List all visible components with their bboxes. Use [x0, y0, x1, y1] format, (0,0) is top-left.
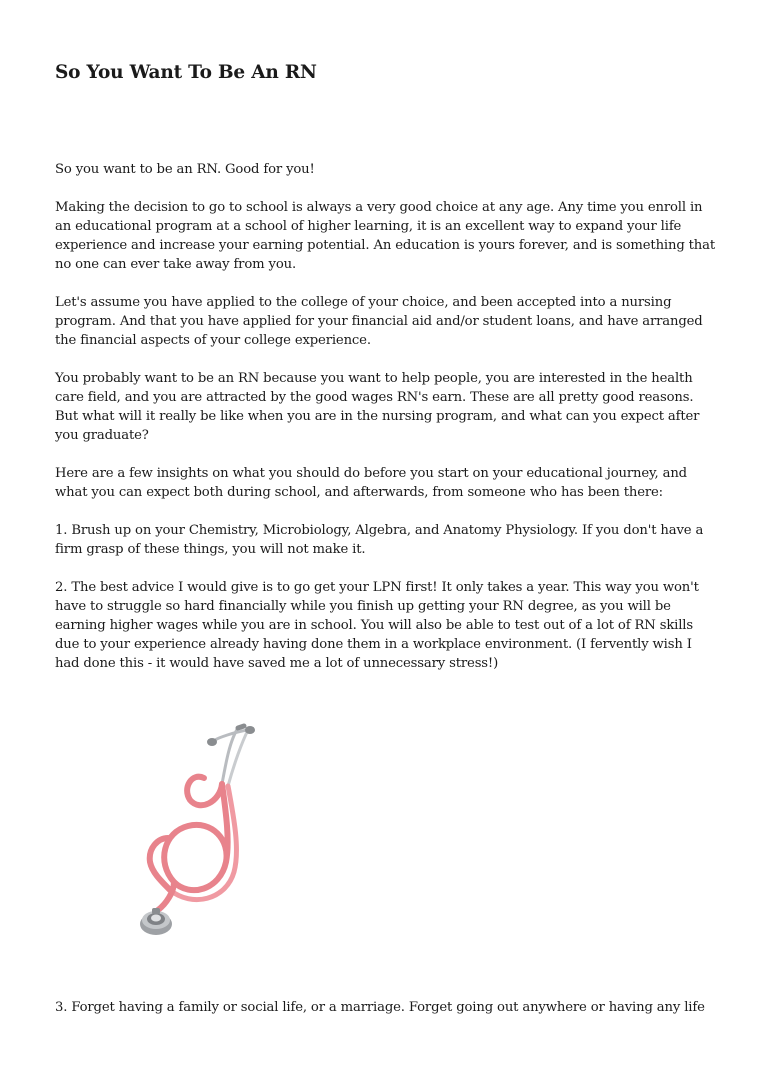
stethoscope-image	[130, 722, 260, 952]
stethoscope-icon	[130, 722, 260, 952]
paragraph-2: Making the decision to go to school is always a very good choice at any age. Any time you enroll in an educational program at a school of higher learning, it is an excellent way to expand your life experience and increase your earning potential. An education is yours forever, and is something that no one can ever take away from you.	[55, 200, 716, 272]
page-title: So You Want To Be An RN	[55, 62, 317, 83]
paragraph-1: So you want to be an RN. Good for you!	[55, 162, 315, 177]
article-body	[55, 160, 717, 692]
paragraph-5: Here are a few insights on what you should do before you start on your educational journey, and what you can expect both during school, and afterwards, from someone who has been there:	[55, 466, 687, 500]
paragraph-7: 2. The best advice I would give is to go get your LPN first! It only takes a year. This way you won't have to struggle so hard financially while you finish up getting your RN degree, as you will be earning higher wages while you are in school. You will also be able to test out of a lot of RN skills due to your experience already having done them in a workplace environment. (I fervently wish I had done this - it would have saved me a lot of unnecessary stress!)	[55, 580, 699, 671]
paragraph-3: Let's assume you have applied to the college of your choice, and been accepted into a nursing program. And that you have applied for your financial aid and/or student loans, and have arranged the financial aspects of your college experience.	[55, 295, 703, 348]
paragraph-8: 3. Forget having a family or social life, or a marriage. Forget going out anywhere or having any life	[55, 1000, 705, 1015]
paragraph-6: 1. Brush up on your Chemistry, Microbiology, Algebra, and Anatomy Physiology. If you don't have a firm grasp of these things, you will not make it.	[55, 523, 704, 557]
paragraph-4: You probably want to be an RN because you want to help people, you are interested in the health care field, and you are attracted by the good wages RN's earn. These are all pretty good reasons. But what will it really be like when you are in the nursing program, and what can you expect after you graduate?	[55, 371, 700, 443]
